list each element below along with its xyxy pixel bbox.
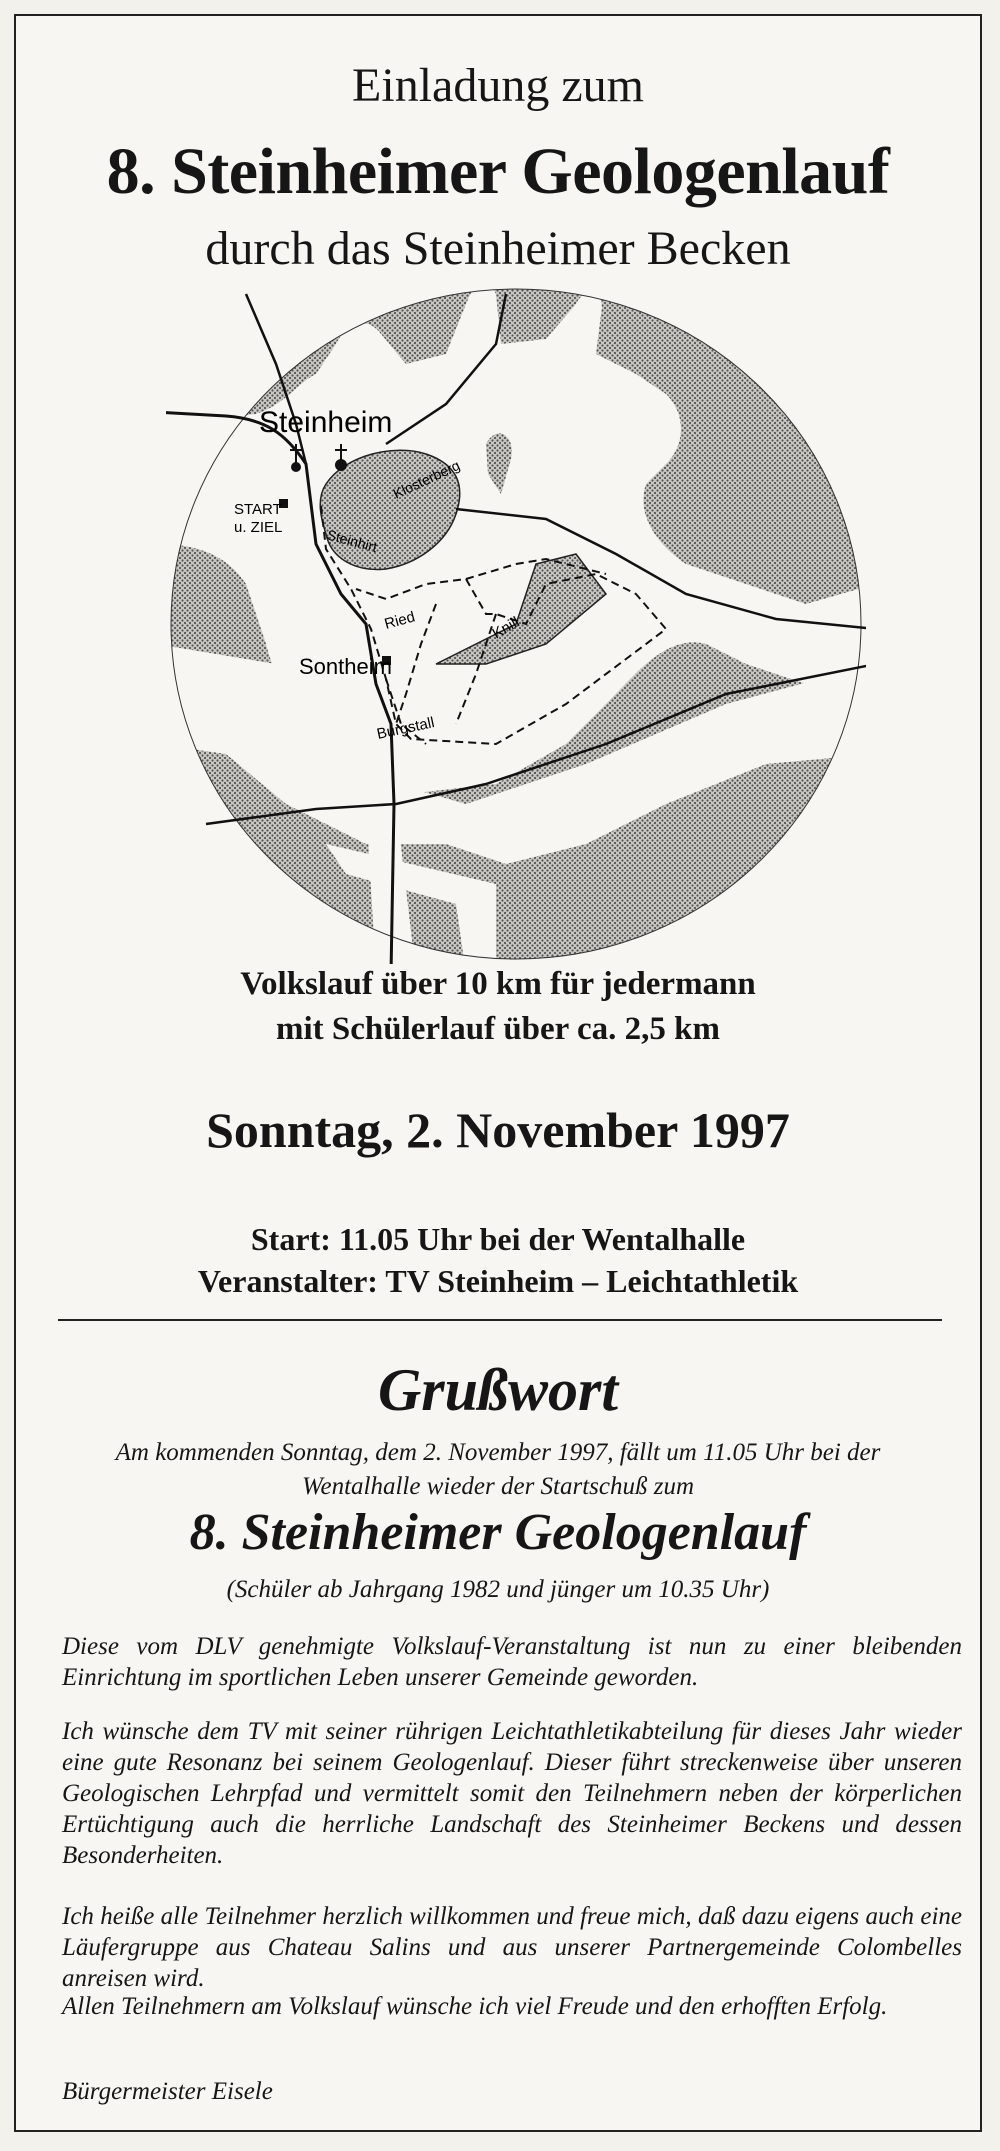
label-ried: Ried [382,608,417,633]
greeting-intro-line: Am kommenden Sonntag, dem 2. November 1997, fällt um 11.05 Uhr bei der [115,1439,881,1466]
label-knill: Knill [489,613,523,643]
greeting-intro [16,1436,980,1504]
label-sontheim: Sontheim [299,654,392,679]
label-klosterberg: Klosterberg [390,456,463,502]
organizer-info: Veranstalter: TV Steinheim – Leichtathletik [197,1263,799,1299]
label-steinhirt: Steinhirt [325,526,379,556]
label-steinheim: Steinheim [259,406,393,439]
course-map [166,284,866,964]
event-title: 8. Steinheimer Geologenlauf [106,135,890,208]
greeting-intro-line: Wentalhalle wieder der Startschuß zum [301,1473,695,1500]
greeting-heading: Grußwort [377,1357,619,1423]
greeting-paragraph: Ich heiße alle Teilnehmer herzlich willkommen und freue mich, daß dazu eigens auch eine Läufergruppe aus Chateau Salins und aus unserer Partnergemeinde Colombelles anreisen wird. [62,1903,962,1992]
run-description-2: mit Schülerlauf über ca. 2,5 km [276,1011,720,1047]
greeting-paragraph: Diese vom DLV genehmigte Volkslauf-Veranstaltung ist nun zu einer bleibenden Einrichtung im sportlichen Leben unserer Gemeinde geworden. [62,1633,962,1691]
invitation-flyer [14,14,982,2132]
signature: Bürgermeister Eisele [62,2078,273,2105]
greeting-paragraph: Ich wünsche dem TV mit seiner rührigen Leichtathletikabteilung für dieses Jahr wieder eine gute Resonanz bei seinem Geologenlauf. Dieser führt streckenweise über unseren Geologischen Lehrpfad und vermittelt somit den Teilnehmern neben der körperlichen Ertüchtigung auch die herrliche Landschaft des Steinheimer Beckens und dessen Besonderheiten. [62,1718,962,1869]
greeting-event-title: 8. Steinheimer Geologenlauf [189,1504,807,1561]
label-ziel: u. ZIEL [234,519,283,536]
start-info: Start: 11.05 Uhr bei der Wentalhalle [250,1221,746,1257]
label-burgstall: Burgstall [375,714,436,743]
event-subtitle: durch das Steinheimer Becken [205,222,791,275]
run-description-1: Volkslauf über 10 km für jedermann [240,966,756,1002]
event-date: Sonntag, 2. November 1997 [206,1102,790,1158]
invitation-line: Einladung zum [352,59,644,112]
label-start: START [234,501,282,518]
divider [58,1319,942,1321]
greeting-paragraph: Allen Teilnehmern am Volkslauf wünsche ich viel Freude und den erhofften Erfolg. [62,1993,888,2020]
greeting-note: (Schüler ab Jahrgang 1982 und jünger um 10.35 Uhr) [226,1576,770,1603]
